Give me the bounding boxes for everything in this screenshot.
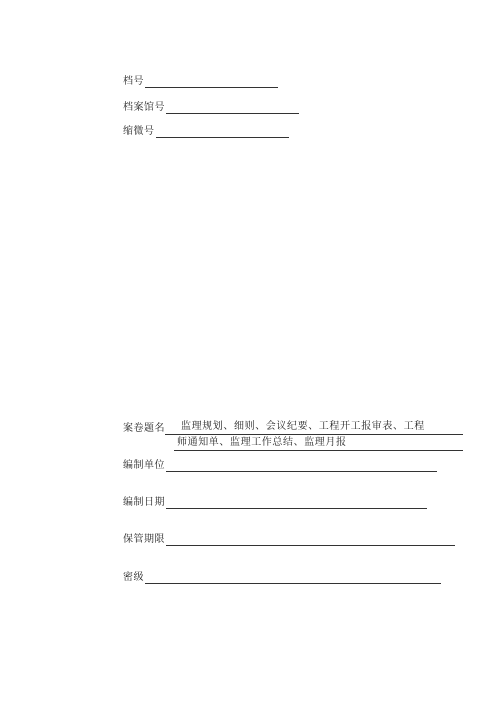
archive-number-blank <box>166 102 299 114</box>
file-number-label: 档号 <box>123 76 144 87</box>
security-level-label: 密级 <box>123 572 144 583</box>
retention-period-field <box>123 532 455 546</box>
compiling-date-blank <box>166 497 427 509</box>
microfilm-number-field <box>123 124 289 138</box>
compiling-unit-field <box>123 458 437 472</box>
microfilm-number-label: 缩微号 <box>123 126 155 137</box>
archive-number-field <box>123 100 299 114</box>
file-number-blank <box>145 76 278 88</box>
archive-number-label: 档案馆号 <box>123 102 165 113</box>
compiling-date-field <box>123 495 427 509</box>
file-number-field <box>123 74 278 88</box>
compiling-unit-label: 编制单位 <box>123 460 165 471</box>
compiling-date-label: 编制日期 <box>123 497 165 508</box>
microfilm-number-blank <box>156 126 289 138</box>
file-title-label: 案卷题名 <box>123 423 165 434</box>
file-title-value-line1: 监理规划、细则、会议纪要、工程开工报审表、工程 <box>165 419 463 435</box>
file-title-field <box>123 419 463 451</box>
security-level-blank <box>145 572 441 584</box>
retention-period-label: 保管期限 <box>123 534 165 545</box>
retention-period-blank <box>166 534 455 546</box>
compiling-unit-blank <box>166 460 437 472</box>
file-title-value-line2: 师通知单、监理工作总结、监理月报 <box>174 435 463 451</box>
security-level-field <box>123 570 441 584</box>
